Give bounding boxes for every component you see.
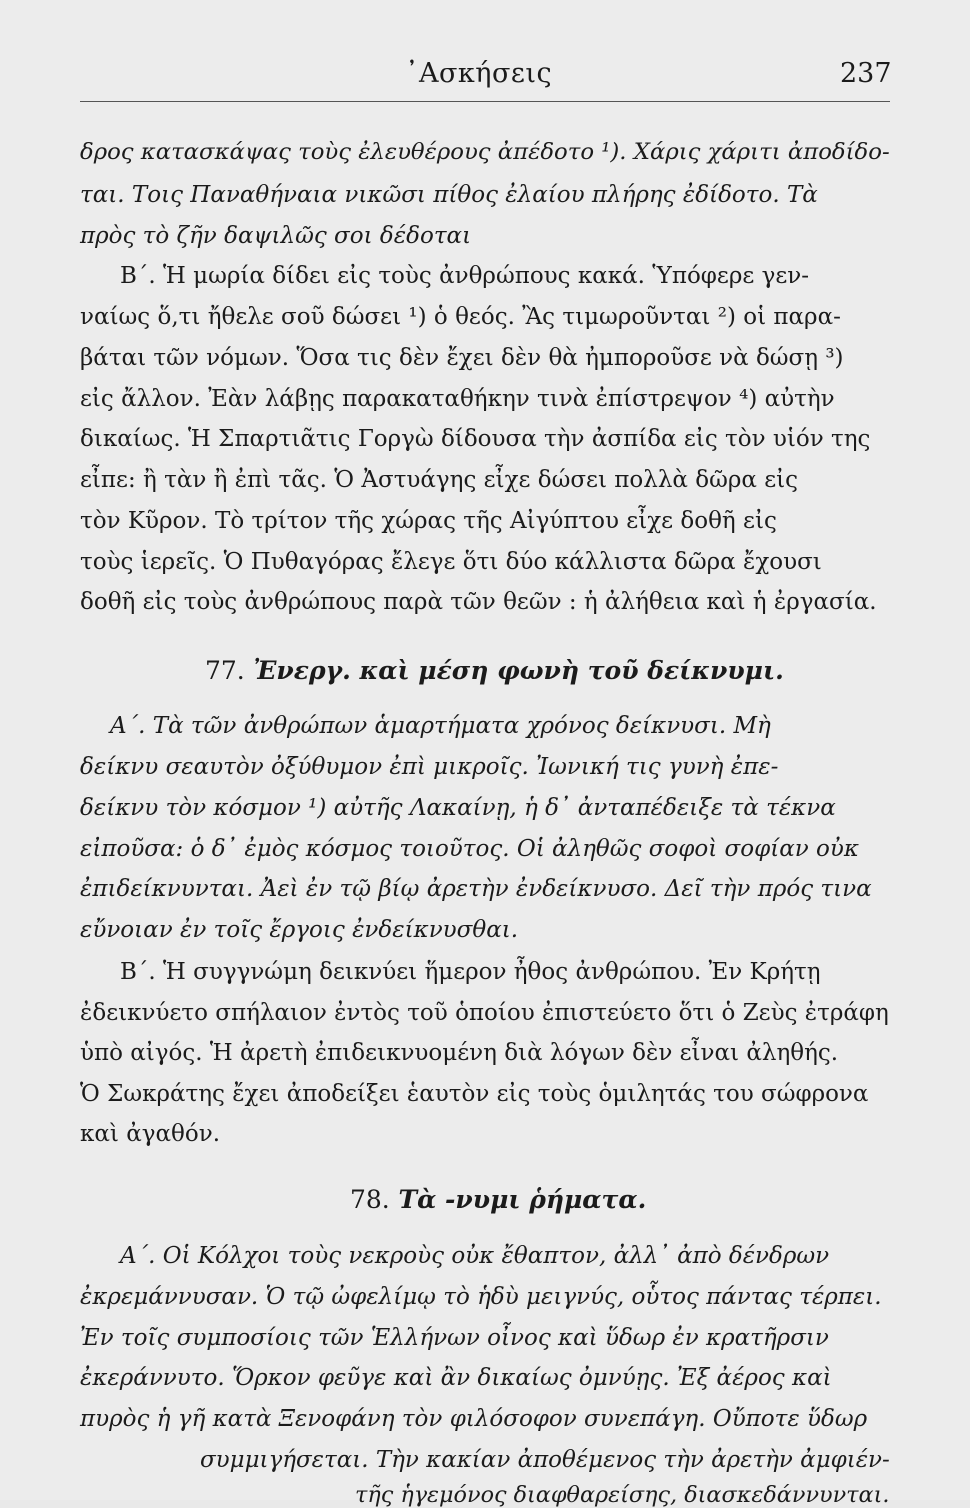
text-line: Ὁ Σωκράτης ἔχει ἀποδείξει ἑαυτὸν εἰς τοὺς ὁμιλητάς του σώφρονα bbox=[80, 1081, 869, 1107]
text-line: εὔνοιαν ἐν τοῖς ἔργοις ἐνδείκνυσθαι. bbox=[80, 917, 519, 943]
text-line: Ἐν τοῖς συμποσίοις τῶν Ἑλλήνων οἶνος καὶ ὕδωρ ἐν κρατῆρσιν bbox=[80, 1325, 829, 1351]
text-line: ἐδεικνύετο σπήλαιον ἐντὸς τοῦ ὁποίου ἐπιστεύετο ὅτι ὁ Ζεὺς ἐτράφη bbox=[80, 1000, 889, 1026]
text-line: ὑπὸ αἰγός. Ἡ ἀρετὴ ἐπιδεικνυομένη διὰ λόγων δὲν εἶναι ἀληθής. bbox=[80, 1040, 839, 1066]
text-line: συμμιγήσεται. Τὴν κακίαν ἀποθέμενος τὴν ἀρετὴν ἀμφιέν- bbox=[200, 1447, 890, 1473]
text-line: ναίως ὅ,τι ἤθελε σοῦ δώσει ¹) ὁ θεός. Ἂς τιμωροῦνται ²) οἱ παρα- bbox=[80, 304, 841, 330]
section-number: 78. bbox=[350, 1185, 390, 1214]
text-line: δοθῆ εἰς τοὺς ἀνθρώπους παρὰ τῶν θεῶν : ἡ ἀλήθεια καὶ ἡ ἐργασία. bbox=[80, 589, 877, 615]
text-line: εἶπε: ἢ τὰν ἢ ἐπὶ τᾶς. Ὁ Ἀστυάγης εἶχε δώσει πολλὰ δῶρα εἰς bbox=[80, 467, 799, 493]
text-line: ται. Τοις Παναθήναια νικῶσι πίθος ἐλαίου πλήρης ἐδίδοτο. Τὰ bbox=[80, 182, 818, 208]
page-header bbox=[0, 58, 970, 98]
text-line: δικαίως. Ἡ Σπαρτιᾶτις Γοργὼ δίδουσα τὴν ἀσπίδα εἰς τὸν υἱόν της bbox=[80, 426, 871, 452]
text-line: τῆς ἡγεμόνος διαφθαρείσης, διασκεδάννυνται. bbox=[355, 1482, 890, 1508]
text-line: καὶ ἀγαθόν. bbox=[80, 1121, 221, 1147]
text-line: πρὸς τὸ ζῆν δαψιλῶς σοι δέδοται bbox=[80, 223, 472, 249]
section-number: 77. bbox=[205, 656, 245, 685]
text-line: Β΄. Ἡ μωρία δίδει εἰς τοὺς ἀνθρώπους κακά. Ὑπόφερε γεν- bbox=[120, 263, 809, 289]
text-line: ἐκεράννυτο. Ὅρκον φεῦγε καὶ ἂν δικαίως ὀμνύῃς. Ἐξ ἀέρος καὶ bbox=[80, 1365, 832, 1391]
text-line: Β΄. Ἡ συγγνώμη δεικνύει ἥμερον ἦθος ἀνθρώπου. Ἐν Κρήτῃ bbox=[120, 959, 821, 985]
text-line: τὸν Κῦρον. Τὸ τρίτον τῆς χώρας τῆς Αἰγύπτου εἶχε δοθῆ εἰς bbox=[80, 508, 777, 534]
text-line: εἰς ἄλλον. Ἐὰν λάβῃς παρακαταθήκην τινὰ ἐπίστρεψον ⁴) αὐτὴν bbox=[80, 386, 835, 412]
section-77-heading bbox=[205, 656, 784, 685]
section-title: Τὰ -νυμι ῥήματα. bbox=[398, 1185, 647, 1214]
running-title: ᾿Ασκήσεις bbox=[405, 58, 553, 89]
text-line: δρος κατασκάψας τοὺς ἐλευθέρους ἀπέδοτο ¹). Χάρις χάριτι ἀποδίδο- bbox=[80, 139, 890, 165]
text-line: Α΄. Τὰ τῶν ἀνθρώπων ἁμαρτήματα χρόνος δείκνυσι. Μὴ bbox=[110, 713, 771, 739]
text-line: εἰποῦσα: ὁ δ᾿ ἐμὸς κόσμος τοιοῦτος. Οἱ ἀληθῶς σοφοὶ σοφίαν οὐκ bbox=[80, 836, 859, 862]
header-rule bbox=[80, 101, 890, 102]
text-line: Α΄. Οἱ Κόλχοι τοὺς νεκροὺς οὐκ ἔθαπτον, ἀλλ᾿ ἀπὸ δένδρων bbox=[120, 1243, 830, 1269]
text-line: τοὺς ἱερεῖς. Ὁ Πυθαγόρας ἔλεγε ὅτι δύο κάλλιστα δῶρα ἔχουσι bbox=[80, 549, 822, 575]
text-line: πυρὸς ἡ γῆ κατὰ Ξενοφάνη τὸν φιλόσοφον συνεπάγη. Οὔποτε ὕδωρ bbox=[80, 1406, 868, 1432]
text-line: ἐκρεμάννυσαν. Ὁ τῷ ὠφελίμῳ τὸ ἡδὺ μειγνύς, οὗτος πάντας τέρπει. bbox=[80, 1284, 882, 1310]
section-78-heading bbox=[350, 1185, 646, 1214]
page-number: 237 bbox=[840, 58, 892, 89]
section-title: Ἐνεργ. καὶ μέση φωνὴ τοῦ δείκνυμι. bbox=[253, 656, 784, 685]
text-line: δείκνυ τὸν κόσμον ¹) αὐτῆς Λακαίνῃ, ἡ δ᾿ ἀνταπέδειξε τὰ τέκνα bbox=[80, 795, 836, 821]
text-line: βάται τῶν νόμων. Ὅσα τις δὲν ἔχει δὲν θὰ ἠμποροῦσε νὰ δώσῃ ³) bbox=[80, 345, 844, 371]
text-line: ἐπιδείκνυνται. Ἀεὶ ἐν τῷ βίῳ ἀρετὴν ἐνδείκνυσο. Δεῖ τὴν πρός τινα bbox=[80, 876, 872, 902]
text-line: δείκνυ σεαυτὸν ὀξύθυμον ἐπὶ μικροῖς. Ἰωνική τις γυνὴ ἐπε- bbox=[80, 754, 779, 780]
